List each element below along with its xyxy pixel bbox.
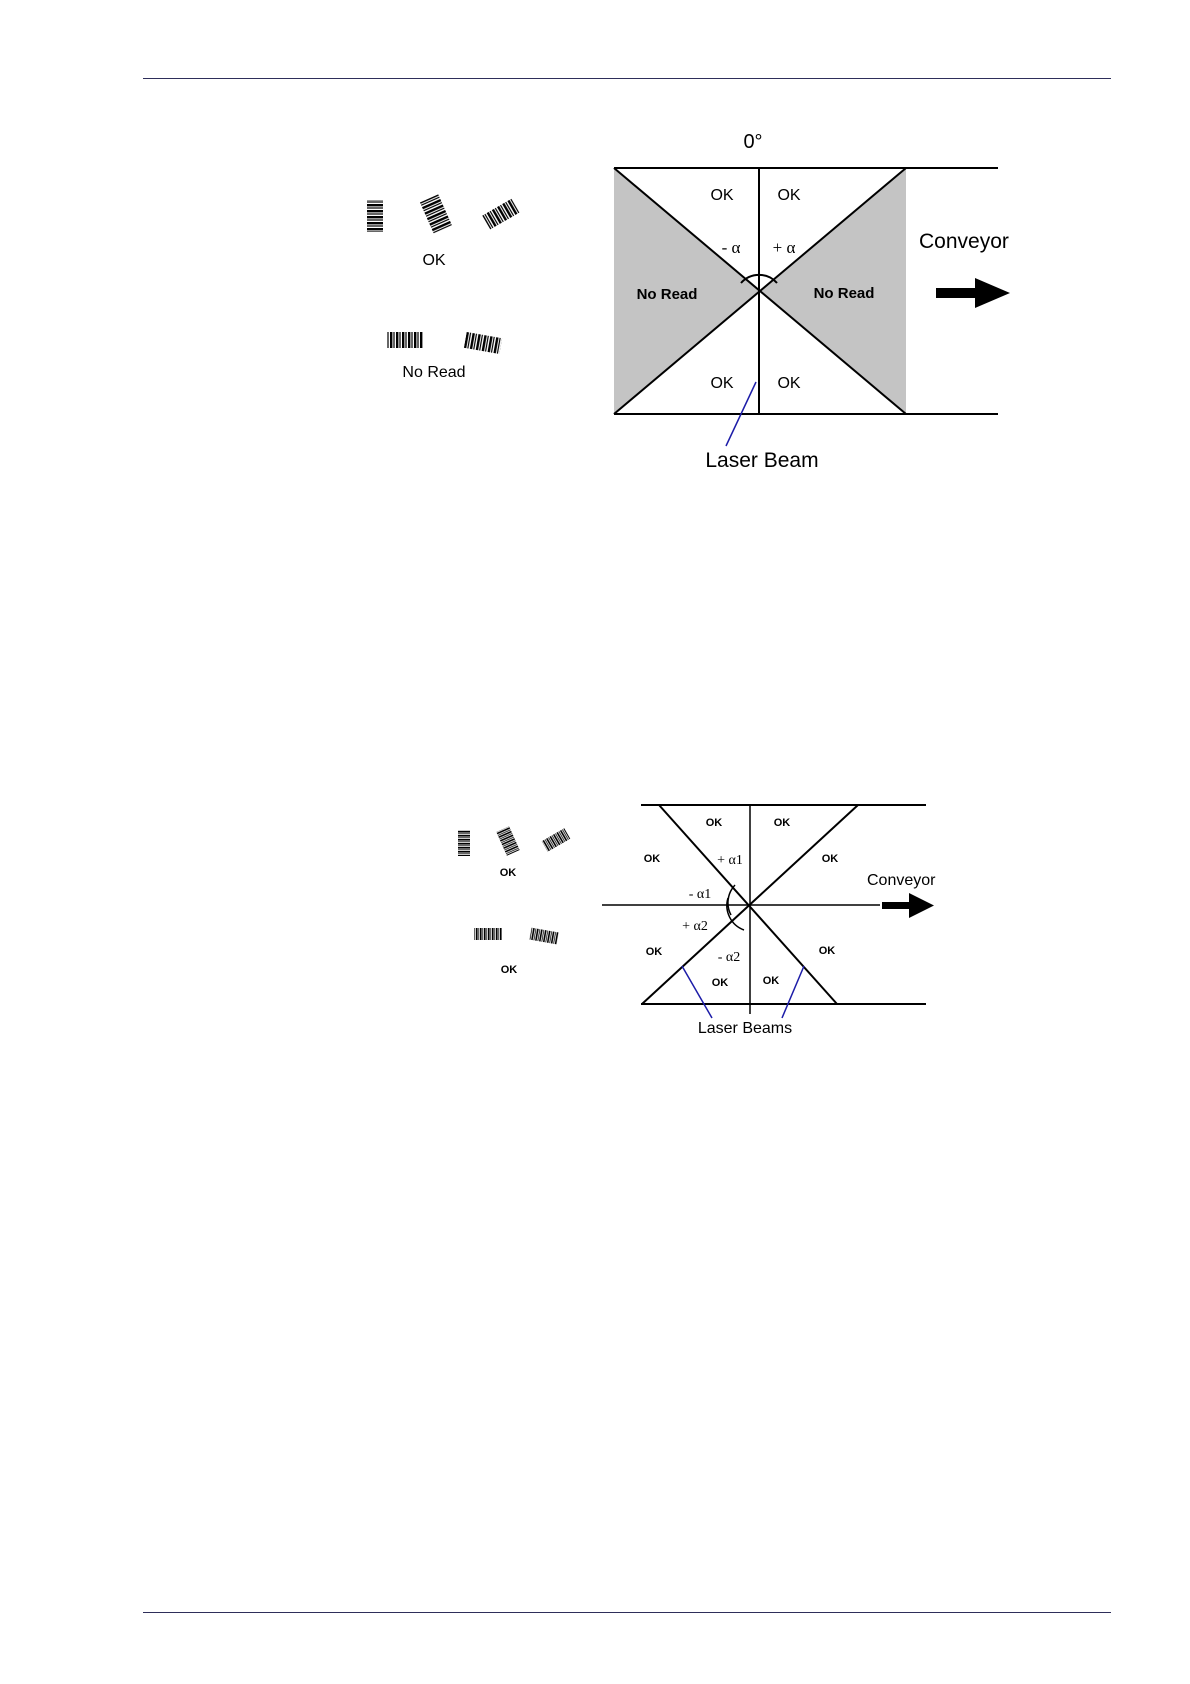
angle-arc-alpha2 (727, 898, 744, 930)
legend-ok-top-label: OK (499, 867, 517, 879)
conveyor-arrow-icon (936, 278, 1010, 308)
laser-beam-pointer-1 (682, 966, 712, 1018)
zone-ok-bottom-right: OK (777, 375, 801, 392)
barcode-icon-ok-d (474, 928, 502, 940)
barcode-icon-ok-b (496, 826, 519, 855)
plus-alpha1-label: + α1 (717, 853, 743, 868)
legend-ok-label: OK (422, 252, 446, 269)
barcode-icon-ok-a (458, 830, 470, 856)
barcode-icon-ok-c (542, 828, 571, 851)
minus-alpha1-label: - α1 (688, 887, 712, 902)
plus-alpha-label: + α (772, 238, 796, 257)
legend-ok-bottom-label: OK (500, 964, 518, 976)
conveyor-label: Conveyor (919, 230, 1009, 253)
zone-ok-top-right: OK (777, 187, 801, 204)
zone-ok-right-2: OK (818, 945, 836, 957)
laser-beams-label: Laser Beams (697, 1020, 793, 1037)
barcode-icon-no-read-2 (464, 332, 502, 354)
barcode-icon-ok-e (529, 928, 559, 945)
angle-zero-label: 0° (743, 131, 763, 153)
no-read-zone-left-label: No Read (636, 286, 698, 303)
zone-ok-bottom-2: OK (762, 975, 780, 987)
laser-beam-pointer-2 (782, 966, 804, 1018)
footer-rule (143, 1612, 1111, 1613)
barcode-icon-ok-3 (482, 199, 519, 230)
legend-no-read-label: No Read (402, 364, 466, 381)
dual-beam-reading-diagram (0, 790, 1190, 1050)
single-beam-reading-diagram (0, 0, 1190, 500)
zone-ok-top-left: OK (710, 187, 734, 204)
barcode-icon-ok-1 (367, 200, 383, 232)
zone-ok-left-1: OK (643, 853, 661, 865)
plus-alpha2-label: + α2 (682, 919, 708, 934)
conveyor-label: Conveyor (867, 872, 936, 889)
barcode-icon-no-read-1 (387, 332, 423, 348)
conveyor-arrow-icon (882, 893, 934, 918)
zone-ok-bottom-left: OK (710, 375, 734, 392)
minus-alpha2-label: - α2 (717, 950, 741, 965)
minus-alpha-label: - α (721, 238, 741, 257)
no-read-zone-right-label: No Read (813, 285, 875, 302)
zone-ok-bottom-1: OK (711, 977, 729, 989)
laser-beam-label: Laser Beam (705, 449, 819, 472)
zone-ok-right-1: OK (821, 853, 839, 865)
zone-ok-left-2: OK (645, 946, 663, 958)
barcode-icon-ok-2 (420, 194, 452, 233)
zone-ok-top-2: OK (773, 817, 791, 829)
zone-ok-top-1: OK (705, 817, 723, 829)
